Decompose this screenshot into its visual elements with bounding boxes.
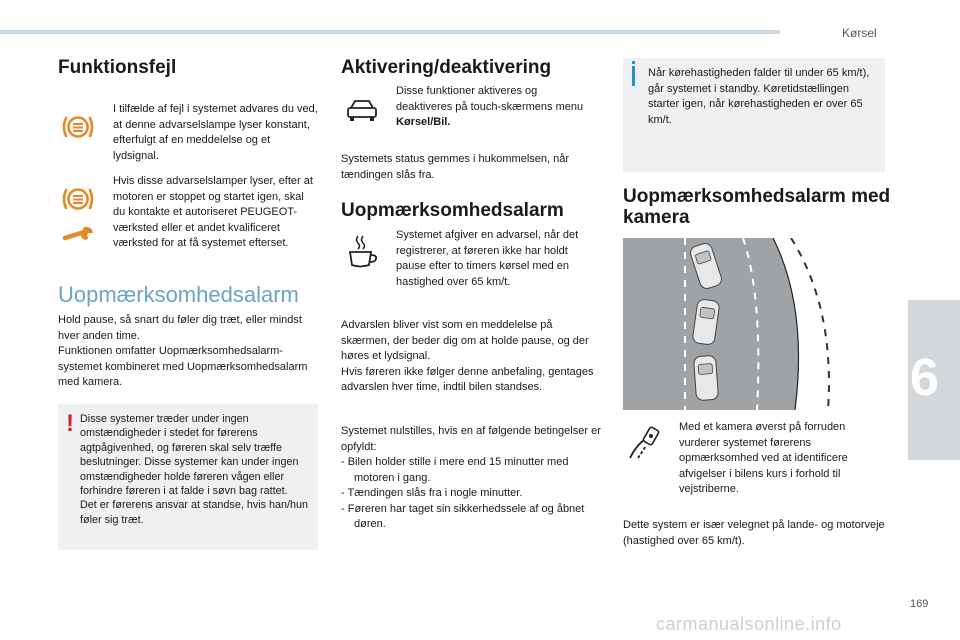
warning-text — [80, 412, 312, 527]
section-label: Kørsel — [842, 26, 877, 40]
coffee-cup-icon — [346, 234, 380, 270]
reset-item: - Tændingen slås fra i nogle minutter. — [341, 487, 523, 499]
funktionsfejl-title: Funktionsfejl — [58, 57, 177, 78]
warning-line: Disse systemer træder under ingen omstændigheder i stedet for førerens agtpågivenhed, og føreren skal selv træffe beslutninger. Disse systemer kan under ingen omstændigheder holde føreren vågen eller forhindre føreren i at falde i søvn bag rattet. — [80, 413, 299, 498]
intro-line: Hold pause, så snart du føler dig træt, eller mindst hver anden time. — [58, 314, 302, 342]
display-line: Advarslen bliver vist som en meddelelse på skærmen, der beder dig om at holde pause, og der høres et lydsignal. — [341, 319, 589, 362]
reset-item: - Føreren har taget sin sikkerhedssele af og åbnet døren. — [341, 502, 585, 530]
activation-menu-path: Kørsel/Bil. — [396, 116, 451, 128]
reset-item: - Bilen holder stille i mere end 15 minutter med motoren i gang. — [341, 456, 569, 484]
page-number: 169 — [910, 598, 929, 610]
camera-title-line: med kamera — [623, 186, 891, 228]
camera-title-line: Uopmærksomhedsalarm — [623, 186, 846, 207]
car-touchscreen-icon — [346, 98, 378, 124]
warning-icon: ! — [66, 410, 74, 437]
warning-line: Det er førerens ansvar at standse, hvis han/hun føler sig træt. — [80, 499, 309, 526]
chapter-number: 6 — [910, 349, 939, 407]
alarm-title: Uopmærksomhedsalarm — [341, 200, 564, 221]
camera-alarm-title — [623, 187, 960, 229]
reset-text — [341, 424, 603, 533]
wrench-icon — [62, 224, 96, 244]
fault-text: I tilfælde af fejl i systemet advares du ved, at denne advarselslampe lyser konstant, efterfulgt af en meddelelse og et lydsignal. — [113, 103, 318, 162]
attention-alarm-heading: Uopmærksomhedsalarm — [58, 282, 299, 307]
status-text: Systemets status gemmes i hukommelsen, når tændingen slås fra. — [341, 153, 570, 181]
watermark: carmanualsonline.info — [656, 614, 842, 634]
fault-text-2: Hvis disse advarselslamper lyser, efter at motoren er stoppet og startet igen, skal du kontakte et autoriseret PEUGEOT-værksted eller et andet kvalificeret værksted for at få systemet efterset. — [113, 175, 313, 249]
display-line: Hvis føreren ikke følger denne anbefaling, gentages advarslen hver time, indtil bilen standses. — [341, 365, 594, 393]
footer-text: Dette system er især velegnet på lande- og motorveje (hastighed over 65 km/t). — [623, 519, 885, 547]
intro-line: Funktionen omfatter Uopmærksomhedsalarm-systemet kombineret med Uopmærksomhedsalarm med kamera. — [58, 345, 308, 388]
alarm-text: Systemet afgiver en advarsel, når det registrerer, at føreren ikke har holdt pause efter to timers kørsel med en hastighed over 65 km/t. — [396, 229, 579, 288]
lane-drift-illustration — [623, 238, 885, 410]
display-text — [341, 318, 603, 396]
camera-lane-icon — [626, 424, 662, 460]
activation-sentence: Disse funktioner aktiveres og deaktiveres på touch-skærmens menu — [396, 85, 584, 113]
activation-title: Aktivering/deaktivering — [341, 57, 552, 78]
attention-intro — [58, 313, 320, 391]
info-text: Når kørehastigheden falder til under 65 km/t), går systemet i standby. Køretidstællingen starter igen, når kørehastigheden er over 65 km/t. — [648, 67, 870, 126]
header-bar — [0, 30, 780, 34]
alert-lamp-icon — [60, 112, 96, 142]
alert-lamp-icon — [60, 184, 96, 214]
activation-text — [396, 84, 586, 131]
reset-intro: Systemet nulstilles, hvis en af følgende betingelser er opfyldt: — [341, 425, 601, 453]
camera-text: Med et kamera øverst på forruden vurderer systemet førerens opmærksomhed ved at identificere afvigelser i bilens kurs i forhold til vejstriberne. — [679, 421, 848, 495]
info-icon — [632, 66, 635, 86]
